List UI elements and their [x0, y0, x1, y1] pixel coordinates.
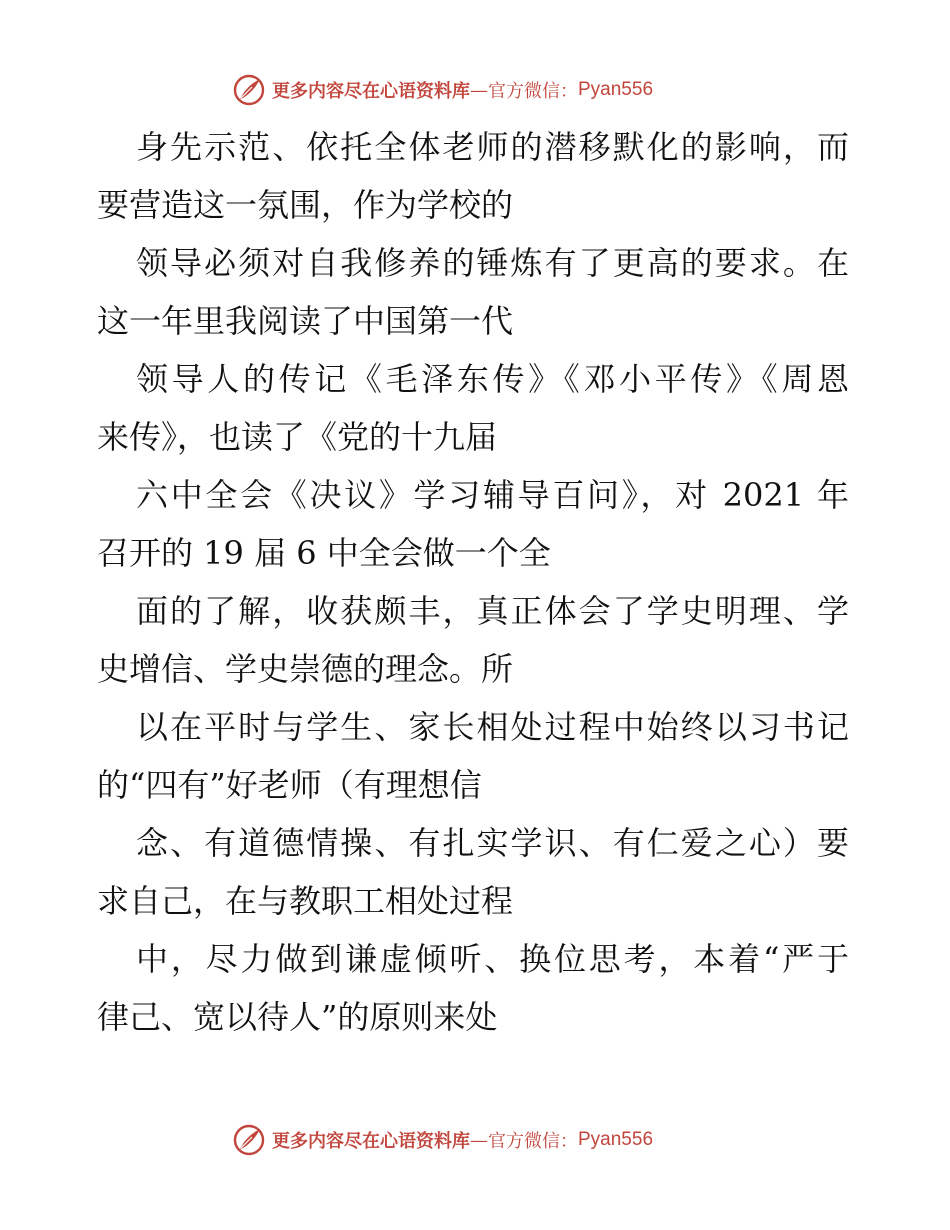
text-line: 面的了解，收获颇丰，真正体会了学史明理、学: [136, 592, 849, 630]
text-line: 律己、宽以待人”的原则来处: [97, 998, 498, 1036]
watermark-wechat-id: Pyan556: [578, 1129, 654, 1150]
text-line: 领导必须对自我修养的锤炼有了更高的要求。在: [136, 244, 849, 282]
text-line: 中，尽力做到谦虚倾听、换位思考，本着“严于: [136, 940, 849, 978]
text-line: 来传》，也读了《党的十九届: [97, 418, 498, 456]
text-line: 求自己，在与教职工相处过程: [97, 882, 514, 920]
watermark-dash: —: [470, 1129, 488, 1151]
text-line: 这一年里我阅读了中国第一代: [97, 302, 514, 340]
watermark-dash: —: [470, 79, 488, 101]
watermark-brand: 更多内容尽在心语资料库: [272, 1131, 470, 1152]
feather-pen-logo-icon: [232, 73, 266, 107]
footer-watermark: [232, 1120, 653, 1160]
text-line: 身先示范、依托全体老师的潜移默化的影响，而: [136, 128, 849, 166]
document-body: [97, 118, 857, 1046]
text-line: 的“四有”好老师（有理想信: [97, 766, 482, 804]
text-line: 念、有道德情操、有扎实学识、有仁爱之心）要: [136, 824, 849, 862]
text-line: 召开的 19 届 6 中全会做一个全: [97, 534, 551, 572]
watermark-wechat-id: Pyan556: [578, 79, 654, 100]
header-watermark: [232, 70, 653, 110]
text-line: 以在平时与学生、家长相处过程中始终以习书记: [136, 708, 849, 746]
watermark-wechat-label: 官方微信：: [488, 1131, 578, 1152]
watermark-brand: 更多内容尽在心语资料库: [272, 81, 470, 102]
text-line: 领导人的传记《毛泽东传》《邓小平传》《周恩: [136, 360, 849, 398]
text-line: 要营造这一氛围，作为学校的: [97, 186, 514, 224]
feather-pen-logo-icon: [232, 1123, 266, 1157]
text-line: 史增信、学史崇德的理念。所: [97, 650, 514, 688]
watermark-wechat-label: 官方微信：: [488, 81, 578, 102]
text-line: 六中全会《决议》学习辅导百问》，对 2021 年: [136, 476, 849, 514]
